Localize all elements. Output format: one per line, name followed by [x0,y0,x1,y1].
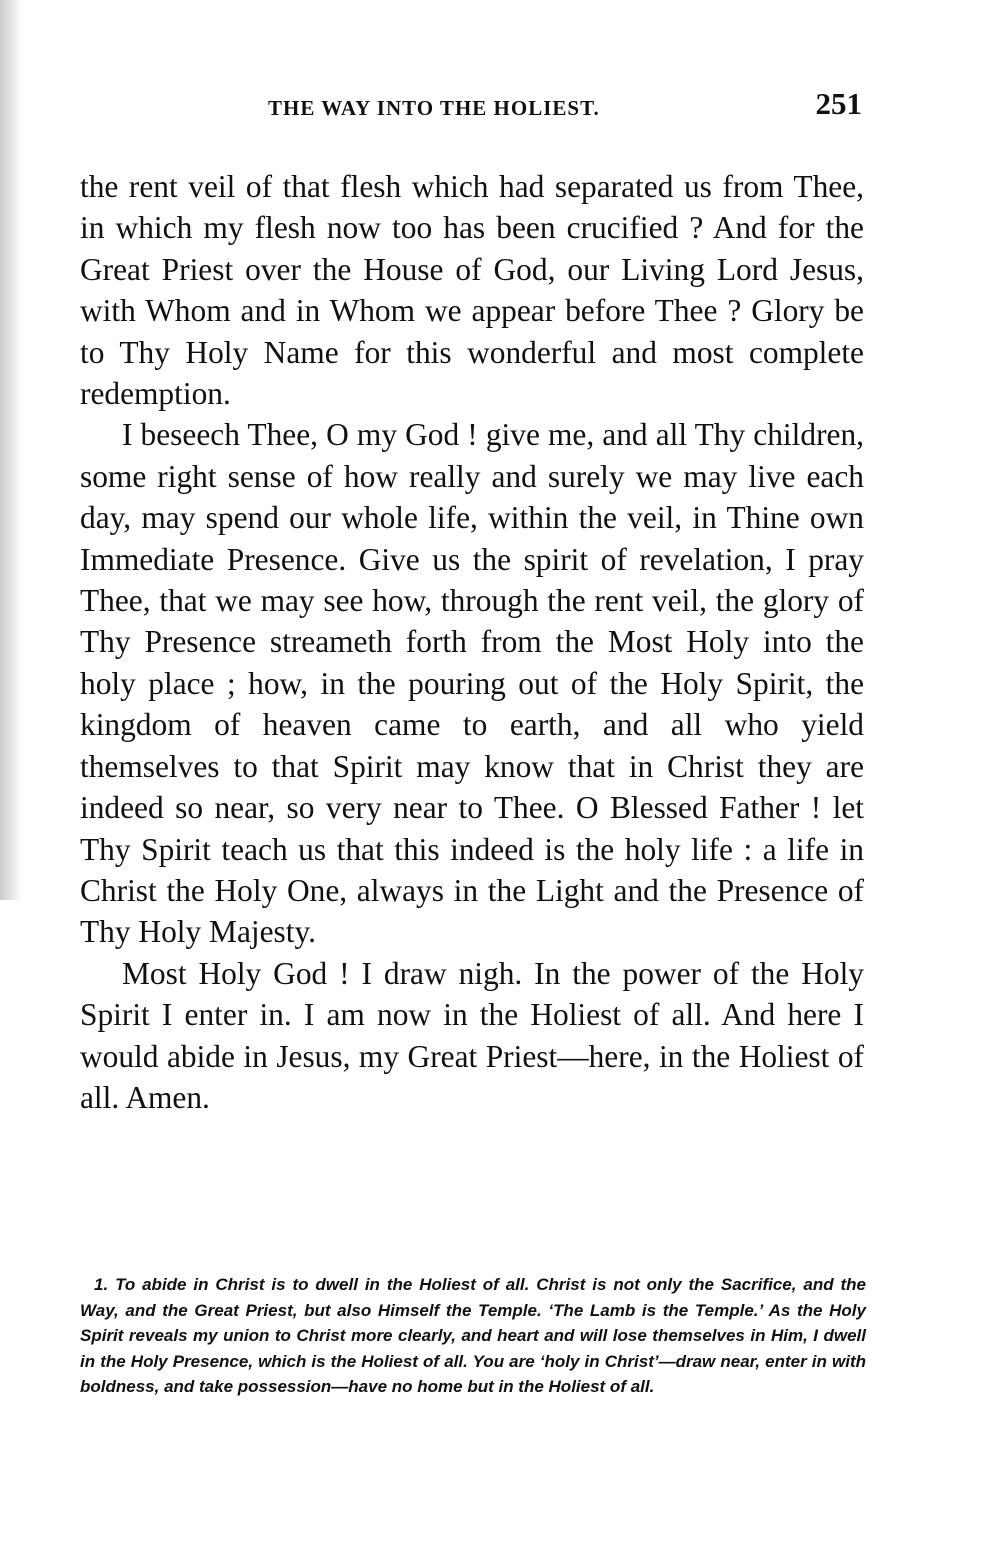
paragraph: Most Holy God ! I draw nigh. In the power of the Holy Spirit I enter in. I am now in the Holiest of all. And here I would abide in Jesus, my Great Priest—here, in the Holiest of all. Amen. [80,955,864,1115]
running-head: THE WAY INTO THE HOLIEST. [268,96,600,120]
body-text [80,166,864,1118]
page-number: 251 [815,86,862,121]
footnote: 1. To abide in Christ is to dwell in the Holiest of all. Christ is not only the Sacrifice, and the Way, and the Great Priest, but also Himself the Temple. ‘The Lamb is the Temple.’ As the Holy Spirit reveals my union to Christ more clearly, and heart and will lose themselves in Him, I dwell in the Holy Presence, which is the Holiest of all. You are ‘holy in Christ’—draw near, enter in with boldness, and take possession—have no home but in the Holiest of all. [80,1275,866,1396]
paragraph: the rent veil of that flesh which had separated us from Thee, in which my flesh now too has been crucified ? And for the Great Priest over the House of God, our Living Lord Jesus, with Whom and in Whom we appear before Thee ? Glory be to Thy Holy Name for this wonderful and most complete redemption. [80,169,864,412]
paragraph: I beseech Thee, O my God ! give me, and all Thy children, some right sense of how really and surely we may live each day, may spend our whole life, within the veil, in Thine own Immediate Presence. Give us the spirit of revelation, I pray Thee, that we may see how, through the rent veil, the glory of Thy Presence streameth forth from the Most Holy into the holy place ; how, in the pouring out of the Holy Spirit, the kingdom of heaven came to earth, and all who yield themselves to that Spirit may know that in Christ they are indeed so near, so very near to Thee. O Blessed Father ! let Thy Spirit teach us that this indeed is the holy life : a life in Christ the Holy One, always in the Light and the Presence of Thy Holy Majesty. [80,417,864,950]
page-header [80,86,864,130]
page-edge-shadow [0,0,22,900]
